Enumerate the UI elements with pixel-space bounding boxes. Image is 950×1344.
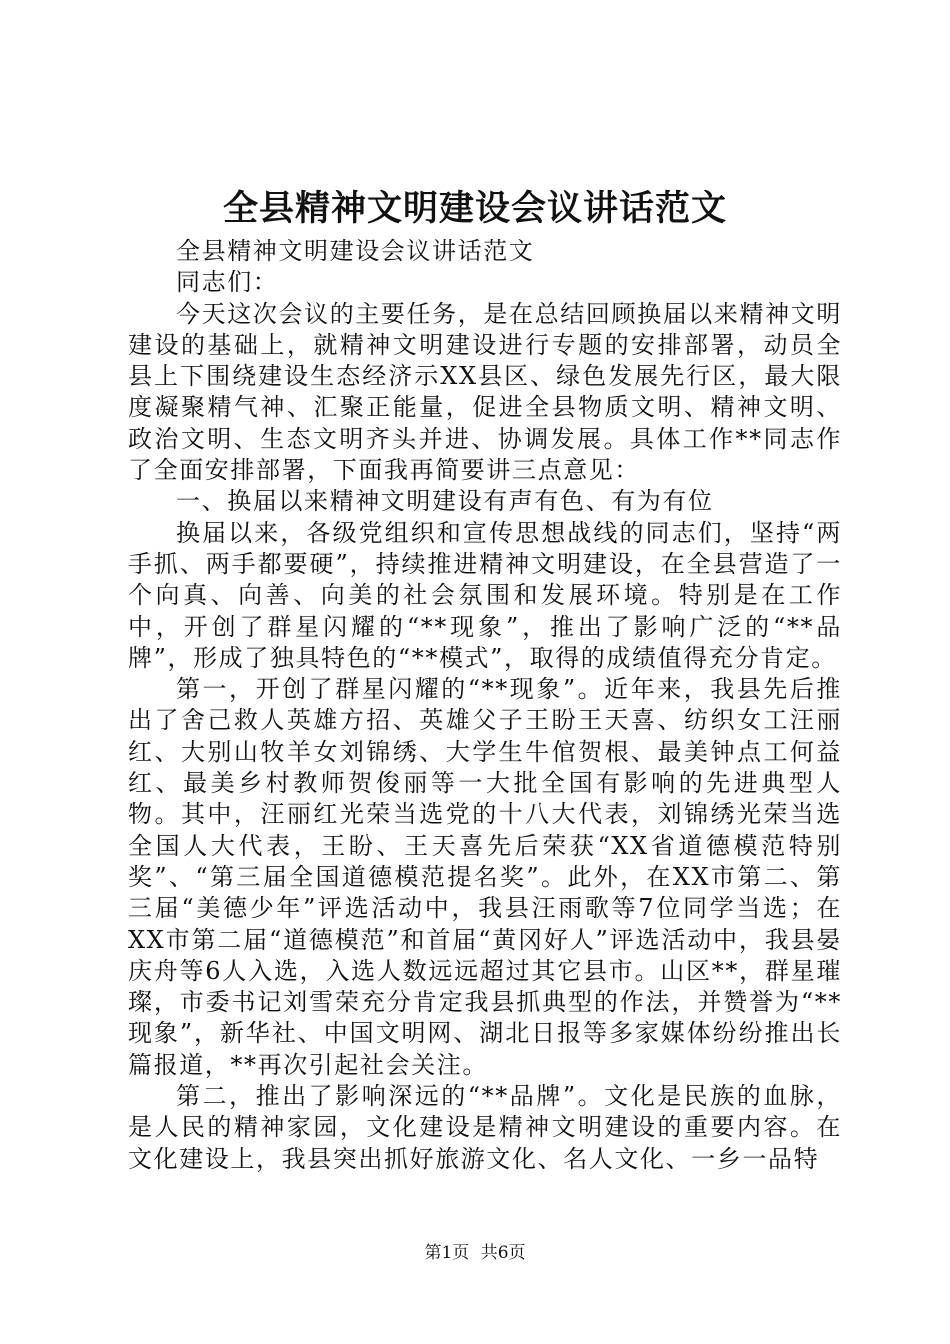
section-heading-1: 一、换届以来精神文明建设有声有色、有为有位 xyxy=(176,487,714,516)
paragraph-achievements: 换届以来，各级党组织和宣传思想战线的同志们，坚持“两手抓、两手都要硬”，持续推进精神文明建设，在全县营造了一个向真、向善、向美的社会氛围和发展环境。特别是在工作中，开创了群星闪耀的“**现象”，推出了影响广泛的“**品牌”，形成了独具特色的“**模式”，取得的成绩值得充分肯定。 xyxy=(128,518,842,672)
paragraph-intro: 今天这次会议的主要任务，是在总结回顾换届以来精神文明建设的基础上，就精神文明建设进行专题的安排部署，动员全县上下围绕建设生态经济示XX县区、绿色发展先行区，最大限度凝聚精气神、汇聚正能量，促进全县物质文明、精神文明、政治文明、生态文明齐头并进、协调发展。具体工作**同志作了全面安排部署，下面我再简要讲三点意见： xyxy=(128,299,842,485)
page-total: 共6页 xyxy=(480,1243,526,1263)
paragraph-salutation: 同志们： xyxy=(176,268,279,297)
page-number: 第1页 xyxy=(424,1243,470,1263)
page-footer xyxy=(0,1242,950,1264)
document-body xyxy=(128,236,842,1175)
paragraph-subtitle: 全县精神文明建设会议讲话范文 xyxy=(176,237,535,265)
document-title: 全县精神文明建设会议讲话范文 xyxy=(222,188,727,229)
paragraph-first-point: 第一，开创了群星闪耀的“**现象”。近年来，我县先后推出了舍己救人英雄方招、英雄父子王盼王天喜、纺织女工汪丽红、大别山牧羊女刘锦绣、大学生牛倌贺根、最美钟点工何益红、最美乡村教师贺俊丽等一大批全国有影响的先进典型人物。其中，汪丽红光荣当选党的十八大代表，刘锦绣光荣当选全国人大代表，王盼、王天喜先后荣获“XX省道德模范特别奖”、“第三届全国道德模范提名奖”。此外，在XX市第二、第三届“美德少年”评选活动中，我县汪雨歌等7位同学当选；在XX市第二届“道德模范”和首届“黄冈好人”评选活动中，我县晏庆舟等6人入选，入选人数远远超过其它县市。山区**，群星璀璨，市委书记刘雪荣充分肯定我县抓典型的作法，并赞誉为“**现象”，新华社、中国文明网、湖北日报等多家媒体纷纷推出长篇报道，**再次引起社会关注。 xyxy=(128,675,842,1079)
paragraph-second-point: 第二，推出了影响深远的“**品牌”。文化是民族的血脉，是人民的精神家园，文化建设是精神文明建设的重要内容。在文化建设上，我县突出抓好旅游文化、名人文化、一乡一品特 xyxy=(128,1082,842,1173)
